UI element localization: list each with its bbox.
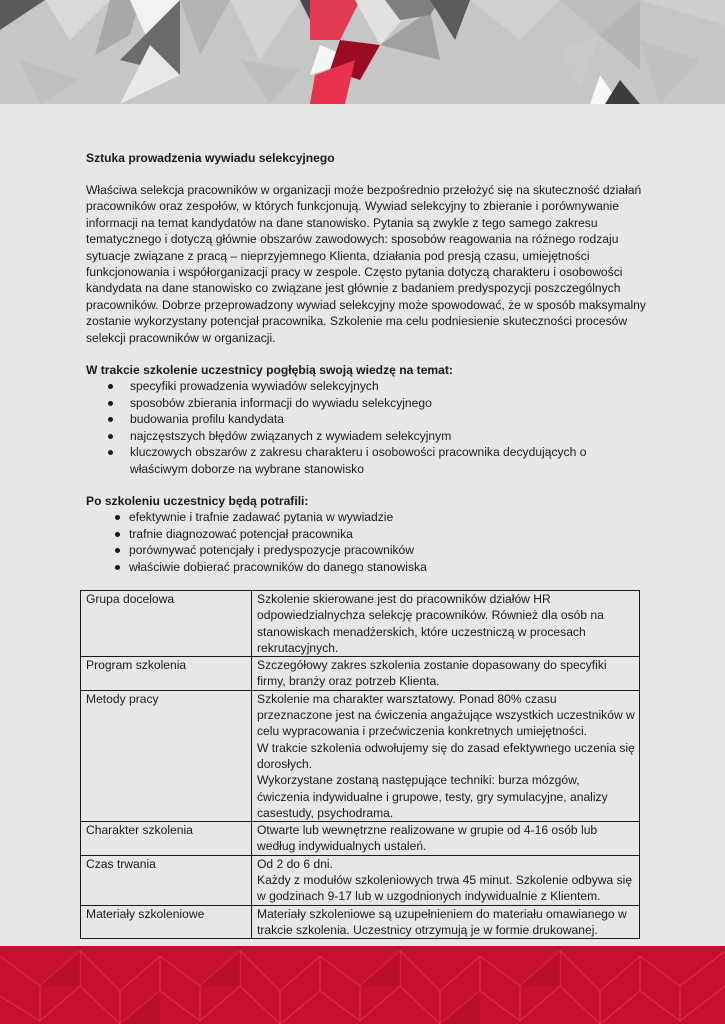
row-value-line: Materiały szkoleniowe są uzupełnieniem do materiału omawianego w trakcie szkolenia. Uczestnicy otrzymują je w formie drukowanej. xyxy=(257,906,627,937)
skills-list xyxy=(86,509,646,575)
row-value-line: W trakcie szkolenia odwołujemy się do zasad efektywnego uczenia się dorosłych. xyxy=(257,740,635,771)
document-title: Sztuka prowadzenia wywiadu selekcyjnego xyxy=(86,151,335,165)
list-item: trafnie diagnozować potencjał pracownika xyxy=(86,526,646,542)
row-value xyxy=(252,905,640,939)
row-value xyxy=(252,657,640,691)
row-value xyxy=(252,690,640,821)
list-item: najczęstszych błędów związanych z wywiadem selekcyjnym xyxy=(86,428,646,444)
row-label: Program szkolenia xyxy=(81,657,252,691)
list-item: specyfiki prowadzenia wywiadów selekcyjnych xyxy=(86,378,646,394)
red-pattern-footer xyxy=(0,946,725,1024)
geometric-pattern-header xyxy=(0,0,725,104)
list-item: sposobów zbierania informacji do wywiadu selekcyjnego xyxy=(86,395,646,411)
row-value-line: Od 2 do 6 dni. xyxy=(257,856,333,871)
row-value-line: Każdy z modułów szkoleniowych trwa 45 minut. Szkolenie odbywa się w godzinach 9-17 lub w uzgodnionych indywidualnie z Klientem. xyxy=(257,873,633,904)
row-label: Czas trwania xyxy=(81,855,252,905)
row-label: Charakter szkolenia xyxy=(81,822,252,856)
knowledge-list xyxy=(86,378,646,476)
table-row xyxy=(81,855,640,905)
knowledge-section-heading: W trakcie szkolenie uczestnicy pogłębią swoją wiedzę na temat: xyxy=(86,363,453,378)
row-label: Grupa docelowa xyxy=(81,591,252,657)
list-item: budowania profilu kandydata xyxy=(86,411,646,427)
footer-decoration xyxy=(0,946,725,1024)
list-item: porównywać potencjały i predyspozycje pracowników xyxy=(86,542,646,558)
document-content xyxy=(86,150,646,591)
row-value-line: Szkolenie ma charakter warsztatowy. Ponad 80% czasu przeznaczone jest na ćwiczenia angażujące wszystkich uczestników w celu wypracowania i przećwiczenia konkretnych umiejętności. xyxy=(257,691,635,739)
row-value xyxy=(252,591,640,657)
table-row xyxy=(81,905,640,939)
row-value-line: Szczegółowy zakres szkolenia zostanie dopasowany do specyfiki firmy, branży oraz potrzeb Klienta. xyxy=(257,658,607,689)
skills-section-heading: Po szkoleniu uczestnicy będą potrafili: xyxy=(86,493,309,508)
table-row xyxy=(81,690,640,821)
table-row xyxy=(81,591,640,657)
table-row xyxy=(81,657,640,691)
training-info-table xyxy=(80,590,640,939)
list-item: efektywnie i trafnie zadawać pytania w wywiadzie xyxy=(86,509,646,525)
intro-paragraph: Właściwa selekcja pracowników w organizacji może bezpośrednio przełożyć się na skuteczność działań pracowników oraz zespołów, w których funkcjonują. Wywiad selekcyjny to zbieranie i porównywanie informacji na temat kandydatów na dane stanowisko. Pytania są zwykle z tego samego zakresu tematycznego i dotyczą głównie obszarów zawodowych: sposobów reagowania na różnego rodzaju sytuacje związane z pracą – nieprzyjemnego Klienta, działania pod presją czasu, umiejętności funkcjonowania i współorganizacji pracy w zespole. Często pytania dotyczą charakteru i osobowości kandydata na dane stanowisko co związane jest głównie z badaniem predyspozycji poszczególnych pracowników. Dobrze przeprowadzony wywiad selekcyjny może spowodować, że w sposób maksymalny zostanie wykorzystany potencjał pracownika. Szkolenie ma celu podniesienie skuteczności procesów selekcji pracowników w organizacji. xyxy=(86,183,646,345)
header-decoration xyxy=(0,0,725,104)
list-item: właściwie dobierać pracowników do danego stanowiska xyxy=(86,559,646,575)
row-value-line: Szkolenie skierowane jest do pracowników działów HR odpowiedzialnychza selekcję pracowników. Również dla osób na stanowiskach menadżerskich, które uczestniczą w procesach rekrutacyjnych. xyxy=(257,592,604,655)
row-label: Materiały szkoleniowe xyxy=(81,905,252,939)
table-row xyxy=(81,822,640,856)
row-value-line: Otwarte lub wewnętrzne realizowane w grupie od 4-16 osób lub według indywidualnych ustaleń. xyxy=(257,823,598,854)
row-value-line: Wykorzystane zostaną następujące techniki: burza mózgów, ćwiczenia indywidualne i grupowe, testy, gry symulacyjne, analizy casestudy, psychodrama. xyxy=(257,773,608,820)
row-value xyxy=(252,822,640,856)
row-value xyxy=(252,855,640,905)
row-label: Metody pracy xyxy=(81,690,252,821)
list-item: kluczowych obszarów z zakresu charakteru i osobowości pracownika decydujących o właściwym doborze na wybrane stanowisko xyxy=(86,444,646,477)
